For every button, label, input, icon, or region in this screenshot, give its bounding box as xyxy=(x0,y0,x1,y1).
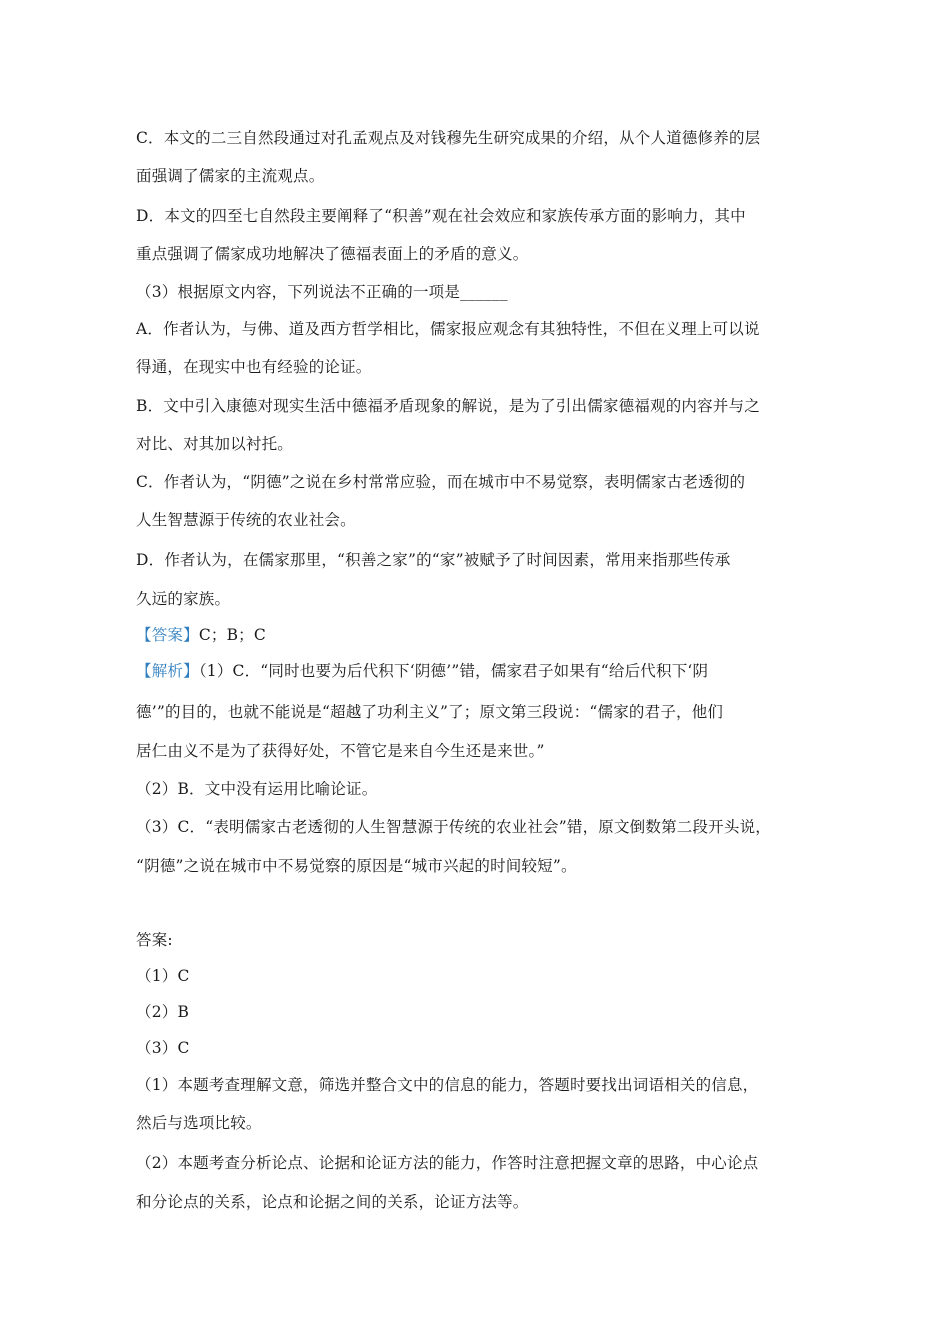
q3-stem: （3）根据原文内容，下列说法不正确的一项是______ xyxy=(136,283,508,301)
answer-line xyxy=(136,625,266,645)
q3-option-a-line1: A．作者认为，与佛、道及西方哲学相比，儒家报应观念有其独特性，不但在义理上可以说 xyxy=(136,320,760,338)
analysis-line1 xyxy=(136,661,708,681)
analysis-line6: “阴德”之说在城市中不易觉察的原因是“城市兴起的时间较短”。 xyxy=(136,857,577,875)
summary-explanation-2-line1: （2）本题考查分析论点、论据和论证方法的能力，作答时注意把握文章的思路，中心论点 xyxy=(136,1154,759,1172)
analysis-line3: 居仁由义不是为了获得好处，不管它是来自今生还是来世。” xyxy=(136,742,545,760)
summary-explanation-1-line2: 然后与选项比较。 xyxy=(136,1114,262,1132)
q2-option-d-line2: 重点强调了儒家成功地解决了德福表面上的矛盾的意义。 xyxy=(136,245,529,263)
q2-option-d-line1: D．本文的四至七自然段主要阐释了“积善”观在社会效应和家族传承方面的影响力，其中 xyxy=(136,207,746,225)
q2-option-c-line2: 面强调了儒家的主流观点。 xyxy=(136,167,325,185)
answer-text: C；B；C xyxy=(198,626,266,644)
q2-option-c-line1: C．本文的二三自然段通过对孔孟观点及对钱穆先生研究成果的介绍，从个人道德修养的层 xyxy=(136,129,761,147)
analysis-tag: 【解析】 xyxy=(136,662,199,680)
q3-option-a-line2: 得通，在现实中也有经验的论证。 xyxy=(136,358,372,376)
q3-option-b-line1: B．文中引入康德对现实生活中德福矛盾现象的解说，是为了引出儒家德福观的内容并与之 xyxy=(136,397,760,415)
summary-label: 答案: xyxy=(136,931,173,949)
summary-explanation-2-line2: 和分论点的关系，论点和论据之间的关系，论证方法等。 xyxy=(136,1193,529,1211)
analysis-text-line1: （1）C．“同时也要为后代积下‘阴德’”错，儒家君子如果有“给后代积下‘阴 xyxy=(198,662,709,680)
analysis-line5: （3）C．“表明儒家古老透彻的人生智慧源于传统的农业社会”错，原文倒数第二段开头说， xyxy=(136,818,771,836)
analysis-line4: （2）B．文中没有运用比喻论证。 xyxy=(136,780,378,798)
q3-option-b-line2: 对比、对其加以衬托。 xyxy=(136,435,294,453)
summary-answer-1: （1）C xyxy=(136,967,190,985)
summary-answer-2: （2）B xyxy=(136,1003,190,1021)
answer-tag: 【答案】 xyxy=(136,626,199,644)
summary-explanation-1-line1: （1）本题考查理解文意，筛选并整合文中的信息的能力，答题时要找出词语相关的信息， xyxy=(136,1076,759,1094)
q3-option-d-line1: D．作者认为，在儒家那里，“积善之家”的“家”被赋予了时间因素，常用来指那些传承 xyxy=(136,551,731,569)
q3-option-d-line2: 久远的家族。 xyxy=(136,590,231,608)
q3-option-c-line2: 人生智慧源于传统的农业社会。 xyxy=(136,511,356,529)
q3-option-c-line1: C．作者认为，“阴德”之说在乡村常常应验，而在城市中不易觉察，表明儒家古老透彻的 xyxy=(136,473,746,491)
analysis-line2: 德’”的目的，也就不能说是“超越了功利主义”了；原文第三段说：“儒家的君子，他们 xyxy=(136,703,724,721)
summary-answer-3: （3）C xyxy=(136,1039,190,1057)
